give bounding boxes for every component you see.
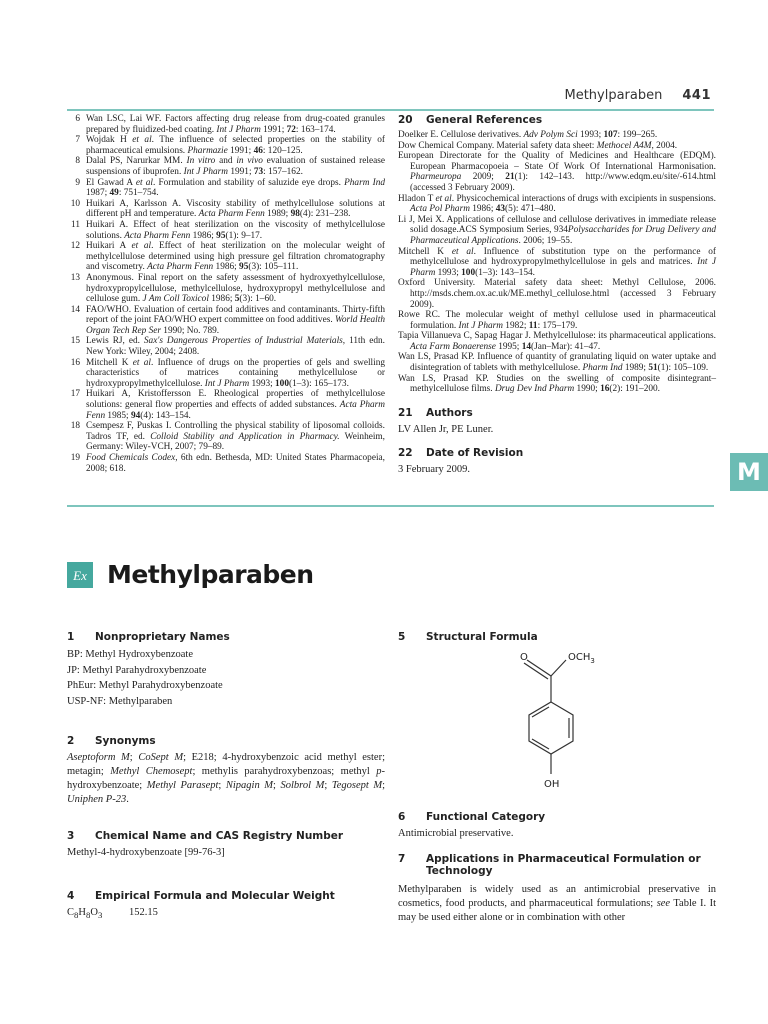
reference-text: FAO/WHO. Evaluation of certain food additives and contaminants. Thirty-fifth report of the joint FAO/WHO expert committee on food additives. World Health Organ Tech Rep Ser 1990; No. 789.: [86, 304, 386, 336]
section-structural-formula: [398, 631, 716, 647]
svg-text:OCH3: $OCH_3$: [568, 652, 595, 665]
functional-category-heading: 6 Functional Category: [398, 811, 546, 823]
structural-formula-diagram: [498, 646, 628, 792]
general-reference-item: Wan LS, Prasad KP. Influence of quantity of granulating liquid on water uptake and disintegration of tablets with methylcellulose. Pharm Ind 1989; 51(1): 105–109.: [398, 352, 716, 374]
reference-item: [67, 135, 385, 156]
reference-item: [67, 421, 385, 453]
nonproprietary-names-heading: 1 Nonproprietary Names: [67, 631, 230, 643]
section-applications: [398, 853, 716, 925]
general-reference-item: Wan LS, Prasad KP. Studies on the swelling of composite disintegrant–methylcellulose films. Drug Dev Ind Pharm 1990; 16(2): 191–200.: [398, 373, 716, 395]
reference-number: 16: [70, 357, 80, 368]
svg-text:O: O: [520, 652, 528, 663]
section-nonproprietary-names: [67, 631, 385, 709]
reference-text: Huikari A, Karlsson A. Viscosity stability of methylcellulose solutions at different pH and temperature. Acta Pharm Fenn 1989; 98(4): 231–238.: [86, 198, 385, 220]
synonyms-text: Aseptoform M; CoSept M; E218; 4-hydroxybenzoic acid methyl ester; metagin; Methyl Chemosept; methylis parahydroxybenzoas; methyl p-hydroxybenzoate; Methyl Parasept; Nipagin M; Solbrol M; Tegosept M; Uniphen P-23.: [67, 752, 386, 805]
reference-text: Wan LSC, Lai WF. Factors affecting drug release from drug-coated granules prepared by fluidized-bed coating. Int J Pharm 1991; 72: 163–174.: [86, 114, 385, 135]
name-pheur: PhEur: Methyl Parahydroxybenzoate: [67, 680, 223, 691]
reference-item: [67, 199, 385, 220]
reference-text: Dalal PS, Narurkar MM. In vitro and in vivo evaluation of sustained release suspensions of ibuprofen. Int J Pharm 1991; 73: 157–162.: [86, 156, 385, 177]
section-divider: [67, 505, 714, 507]
name-usp-nf: USP-NF: Methylparaben: [67, 695, 173, 707]
authors-text: LV Allen Jr, PE Luner.: [398, 423, 494, 435]
reference-number: 17: [70, 389, 80, 400]
empirical-formula: $C_8H_8O_3$: [67, 907, 103, 921]
general-reference-item: Dow Chemical Company. Material safety data sheet: Methocel A4M, 2004.: [398, 140, 678, 151]
reference-text: El Gawad A et al. Formulation and stability of saluzide eye drops. Pharm Ind 1987; 49: 751–754.: [86, 177, 385, 199]
reference-number: 8: [75, 156, 80, 167]
reference-number: 9: [75, 177, 80, 188]
reference-item: [67, 453, 385, 474]
general-reference-item: Oxford University. Material safety data sheet: Methyl Cellulose, 2006. http://msds.chem.ox.ac.uk/ME.methyl_cellulose.html (accessed 3 February 2009).: [398, 278, 716, 310]
general-reference-item: Mitchell K et al. Influence of substitution type on the performance of methylcellulose and hydroxypropylmethylcellulose in gels and matrices. Int J Pharm 1993; 100(1–3): 143–154.: [398, 246, 717, 278]
reference-item: [67, 178, 385, 199]
reference-number: 18: [70, 421, 80, 432]
revision-heading: 22 Date of Revision: [398, 446, 524, 459]
monograph-title: Methylparaben: [107, 560, 314, 589]
methylparaben-structure: [498, 646, 628, 792]
general-reference-item: Hladon T et al. Physicochemical interactions of drugs with excipients in suspensions. Acta Pol Pharm 1986; 43(5): 471–480.: [398, 193, 716, 215]
reference-text: Mitchell K et al. Influence of drugs on the properties of gels and swelling characteristics of matrices containing methylcellulose or hydroxypropylmethylcellulose. Int J Pharm 1993; 100(1–3): 165–173.: [86, 357, 386, 389]
general-reference-item: Li J, Mei X. Applications of cellulose and cellulose derivatives in immediate release solid dosage.ACS Symposium Series, 934Polysaccharides for Drug Delivery and Pharmaceutical Applications. 2006; 19–55.: [398, 214, 716, 246]
general-references-heading: 20 General References: [398, 114, 543, 126]
chemical-name-heading: 3 Chemical Name and CAS Registry Number: [67, 830, 344, 842]
section-tab-m: M: [730, 453, 768, 491]
reference-number: 14: [70, 304, 80, 315]
reference-text: Huikari A et al. Effect of heat sterilization on the molecular weight of methylcellulose determined using high pressure gel filtration chromatography and viscometry. Acta Pharm Fenn 1986; 95(3): 105–111.: [86, 241, 385, 273]
reference-item: [67, 389, 385, 421]
chemical-name-text: Methyl-4-hydroxybenzoate [99-76-3]: [67, 847, 225, 858]
section-chemical-name: [67, 830, 385, 860]
reference-text: Wojdak H et al. The influence of selected properties on the stability of pharmaceutical emulsions. Pharmazie 1991; 46: 120–125.: [86, 135, 386, 156]
general-reference-item: Tapia Villanueva C, Sapag Hagar J. Methylcellulose: its pharmaceutical applications. Acta Farm Bonaerense 1995; 14(Jan–Mar): 41–47.: [398, 331, 716, 352]
reference-number: 13: [70, 272, 80, 283]
excipient-logo-icon: [67, 562, 93, 588]
reference-list: [67, 114, 385, 474]
reference-item: [67, 156, 385, 177]
reference-text: Anonymous. Final report on the safety assessment of hydroxyethylcellulose, hydroxypropylcellulose, methylcellulose, hydroxypropyl methylcellulose and cellulose gum. J Am Coll Toxicol 1986; 5(3): 1–60.: [86, 272, 385, 305]
structural-formula-heading: 5 Structural Formula: [398, 631, 538, 643]
reference-item: [67, 358, 385, 390]
general-reference-item: Rowe RC. The molecular weight of methyl cellulose used in pharmaceutical formulation. Int J Pharm 1982; 11: 175–179.: [398, 310, 716, 331]
running-head: [564, 88, 711, 103]
reference-item: [67, 305, 385, 337]
synonyms-heading: 2 Synonyms: [67, 735, 156, 747]
section-formula-weight: [67, 890, 385, 922]
reference-text: Huikari A. Effect of heat sterilization on the viscosity of methylcellulose solutions. Acta Pharm Fenn 1986; 95(1): 9–17.: [86, 219, 385, 241]
functional-category-text: Antimicrobial preservative.: [398, 828, 514, 839]
general-reference-item: Doelker E. Cellulose derivatives. Adv Polym Sci 1993; 107: 199–265.: [398, 130, 658, 140]
reference-item: [67, 273, 385, 305]
section-synonyms: [67, 735, 385, 807]
reference-number: 12: [70, 241, 80, 252]
authors-heading: 21 Authors: [398, 406, 473, 419]
reference-item: [67, 336, 385, 357]
applications-heading: 7 Applications in Pharmaceutical Formulation or Technology: [398, 853, 701, 877]
reference-number: 10: [70, 198, 80, 209]
section-functional-category: [398, 811, 716, 841]
applications-text: Methylparaben is widely used as an antimicrobial preservative in cosmetics, food products, and pharmaceutical formulations; see Table I. It may be used either alone or in combination with other: [398, 884, 716, 923]
formula-weight-heading: 4 Empirical Formula and Molecular Weight: [67, 890, 335, 902]
reference-number: 6: [75, 114, 80, 124]
reference-text: Huikari A, Kristoffersson E. Rheological properties of methylcellulose solutions: general flow properties and effects of added substances. Acta Pharm Fenn 1985; 94(4): 143–154.: [86, 389, 385, 421]
revision-date: 3 February 2009.: [398, 463, 471, 475]
reference-number: 7: [75, 135, 80, 146]
reference-number: 19: [70, 453, 80, 463]
svg-text:OH: OH: [544, 779, 560, 790]
top-divider: [67, 109, 714, 111]
reference-item: [67, 220, 385, 241]
reference-text: Lewis RJ, ed. Sax's Dangerous Properties of Industrial Materials, 11th edn. New York: Wiley, 2004; 2408.: [86, 336, 385, 358]
monograph-header: [67, 560, 314, 589]
reference-text: Food Chemicals Codex, 6th edn. Bethesda, MD: United States Pharmacopeia, 2008; 618.: [86, 453, 385, 474]
name-jp: JP: Methyl Parahydroxybenzoate: [67, 664, 207, 676]
page-number: 441: [682, 88, 711, 103]
running-head-title: Methylparaben: [564, 88, 663, 103]
molecular-weight: 152.15: [129, 907, 158, 918]
reference-item: [67, 114, 385, 135]
reference-item: [67, 241, 385, 273]
reference-number: 15: [70, 336, 80, 347]
right-column-references: [398, 114, 716, 477]
general-reference-item: European Directorate for the Quality of Medicines and Healthcare (EDQM). European Pharmacopoeia – State Of Work Of International Harmonisation. Pharmeuropa 2009; 21(1): 142–143. http://www.edqm.eu/site/-614.html (accessed 3 February 2009).: [398, 151, 716, 193]
reference-text: Csempesz F, Puskas I. Controlling the physical stability of liposomal colloids. Tadros TF, ed. Colloid Stability and Application in Pharmacy. Weinheim, Germany: Wiley-VCH, 2007; 79–89.: [86, 421, 385, 453]
name-bp: BP: Methyl Hydroxybenzoate: [67, 649, 193, 660]
reference-number: 11: [71, 219, 80, 230]
svg-text:Ex: Ex: [73, 567, 87, 583]
general-references-list: [398, 130, 716, 395]
